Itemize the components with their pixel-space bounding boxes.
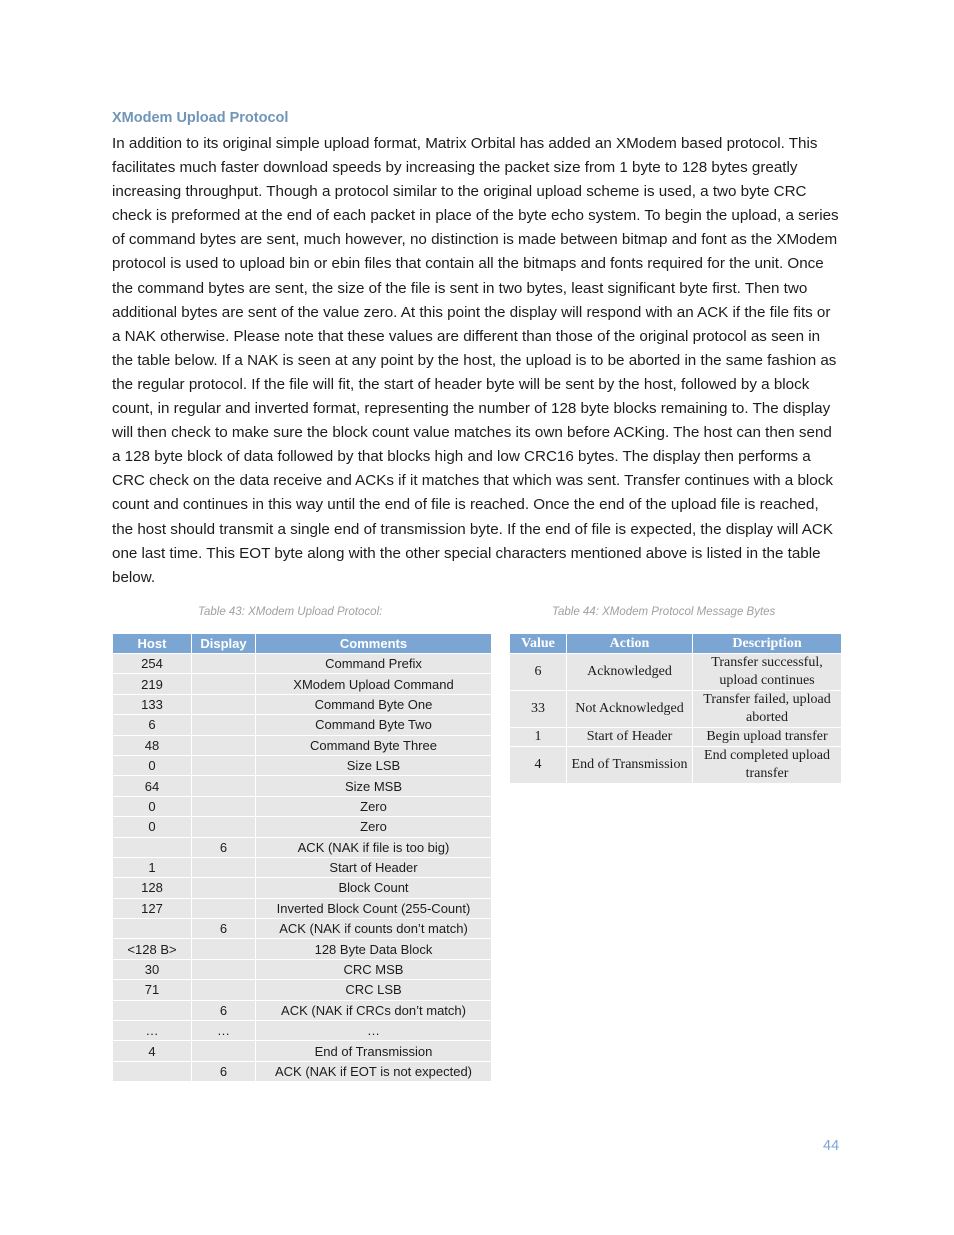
table-row xyxy=(113,1021,492,1041)
table-header-row xyxy=(510,634,842,654)
section-body: In addition to its original simple upload format, Matrix Orbital has added an XModem based protocol. This facilitates much faster download speeds by increasing the packet size from 1 byte to 128 bytes greatly increasing throughput. Though a protocol similar to the original upload scheme is used, a two byte CRC check is preformed at the end of each packet in place of the byte echo system. To begin the upload, a series of command bytes are sent, much however, no distinction is made between bitmap and font as the XModem protocol is used to upload bin or ebin files that contain all the bitmaps and fonts required for the unit. Once the command bytes are sent, the size of the file is sent in two bytes, least significant byte first. Then two additional bytes are sent of the value zero. At this point the display will respond with an ACK if the file fits or a NAK otherwise. Please note that these values are different than those of the original protocol as seen in the table below. If a NAK is seen at any point by the host, the upload is to be aborted in the same fashion as the regular protocol. If the file will fit, the start of header byte will be sent by the host, followed by a block count, in regular and inverted format, representing the number of 128 byte blocks remaining to. The display will then check to make sure the block count value matches its own before ACKing. The host can then send a 128 byte block of data followed by that blocks high and low CRC16 bytes. The display then performs a CRC check on the data receive and ACKs if it matches that which was sent. Transfer continues with a block count and continues in this way until the end of file is reached. Once the end of the upload file is reached, the host should transmit a single end of transmission byte. If the end of file is expected, the display will ACK one last time. This EOT byte along with the other special characters mentioned above is listed in the table below. xyxy=(112,135,839,586)
table-cell: Zero xyxy=(256,796,492,816)
table-row xyxy=(113,939,492,959)
table-cell: 128 xyxy=(113,878,192,898)
table-row xyxy=(113,1000,492,1020)
table-row xyxy=(113,857,492,877)
table-cell: ACK (NAK if CRCs don’t match) xyxy=(256,1000,492,1020)
table-cell: 127 xyxy=(113,898,192,918)
table-row xyxy=(113,776,492,796)
table-cell: Command Byte Two xyxy=(256,715,492,735)
table-cell: Block Count xyxy=(256,878,492,898)
message-table-caption: Table 44: XModem Protocol Message Bytes xyxy=(552,606,776,618)
table-cell: 30 xyxy=(113,959,192,979)
table-cell: 1 xyxy=(113,857,192,877)
table-cell: … xyxy=(113,1021,192,1041)
table-row xyxy=(113,735,492,755)
table-cell: XModem Upload Command xyxy=(256,674,492,694)
table-cell: Command Prefix xyxy=(256,654,492,674)
table-cell: 6 xyxy=(192,919,256,939)
table-cell: 6 xyxy=(113,715,192,735)
table-cell: 33 xyxy=(510,691,567,728)
table-row xyxy=(113,980,492,1000)
table-cell: End of Transmission xyxy=(256,1041,492,1061)
table-cell xyxy=(192,674,256,694)
column-header-value: Value xyxy=(510,634,567,654)
table-cell xyxy=(113,1061,192,1081)
table-cell xyxy=(192,735,256,755)
table-cell: ACK (NAK if counts don’t match) xyxy=(256,919,492,939)
table-cell: CRC LSB xyxy=(256,980,492,1000)
table-cell xyxy=(192,939,256,959)
table-cell: ACK (NAK if file is too big) xyxy=(256,837,492,857)
table-cell xyxy=(192,898,256,918)
table-cell: Transfer successful, upload continues xyxy=(693,654,842,691)
table-cell: End of Transmission xyxy=(567,747,693,784)
table-cell: 6 xyxy=(192,1000,256,1020)
table-cell xyxy=(192,878,256,898)
table-row xyxy=(510,691,842,728)
table-cell: 254 xyxy=(113,654,192,674)
table-cell xyxy=(113,1000,192,1020)
table-row xyxy=(113,959,492,979)
table-cell xyxy=(192,796,256,816)
table-header-row xyxy=(113,634,492,654)
table-cell: 64 xyxy=(113,776,192,796)
table-cell xyxy=(192,654,256,674)
table-cell xyxy=(192,694,256,714)
table-row xyxy=(510,728,842,747)
table-cell: 6 xyxy=(192,1061,256,1081)
table-row xyxy=(113,919,492,939)
table-cell: CRC MSB xyxy=(256,959,492,979)
table-cell: … xyxy=(256,1021,492,1041)
table-row xyxy=(113,694,492,714)
table-cell xyxy=(113,837,192,857)
table-cell: Inverted Block Count (255-Count) xyxy=(256,898,492,918)
table-row xyxy=(113,837,492,857)
column-header-description: Description xyxy=(693,634,842,654)
table-cell xyxy=(192,1041,256,1061)
table-row xyxy=(113,1061,492,1081)
table-cell: Zero xyxy=(256,817,492,837)
column-header-comments: Comments xyxy=(256,634,492,654)
column-header-action: Action xyxy=(567,634,693,654)
table-row xyxy=(113,654,492,674)
table-cell: Size MSB xyxy=(256,776,492,796)
message-table-body xyxy=(510,654,842,784)
table-cell: Not Acknowledged xyxy=(567,691,693,728)
table-cell: 133 xyxy=(113,694,192,714)
table-cell: 1 xyxy=(510,728,567,747)
table-cell: Begin upload transfer xyxy=(693,728,842,747)
table-cell: End completed upload transfer xyxy=(693,747,842,784)
table-row xyxy=(510,747,842,784)
table-cell: Transfer failed, upload aborted xyxy=(693,691,842,728)
table-cell xyxy=(192,959,256,979)
upload-table-caption: Table 43: XModem Upload Protocol: xyxy=(198,606,383,618)
column-header-host: Host xyxy=(113,634,192,654)
table-row xyxy=(510,654,842,691)
table-row xyxy=(113,1041,492,1061)
table-cell: Command Byte Three xyxy=(256,735,492,755)
table-cell: 4 xyxy=(113,1041,192,1061)
table-cell: 48 xyxy=(113,735,192,755)
table-cell: <128 B> xyxy=(113,939,192,959)
table-cell: ACK (NAK if EOT is not expected) xyxy=(256,1061,492,1081)
table-cell: 0 xyxy=(113,796,192,816)
table-cell: Command Byte One xyxy=(256,694,492,714)
table-cell: 128 Byte Data Block xyxy=(256,939,492,959)
section-heading: XModem Upload Protocol xyxy=(112,110,289,126)
table-row xyxy=(113,878,492,898)
table-cell xyxy=(192,755,256,775)
table-cell xyxy=(192,817,256,837)
table-row xyxy=(113,796,492,816)
table-cell: 4 xyxy=(510,747,567,784)
table-cell: Start of Header xyxy=(256,857,492,877)
page-number: 44 xyxy=(823,1138,840,1154)
upload-table-body xyxy=(113,654,492,1082)
table-cell xyxy=(192,980,256,1000)
table-cell: … xyxy=(192,1021,256,1041)
table-cell xyxy=(192,776,256,796)
table-row xyxy=(113,898,492,918)
table-cell: 219 xyxy=(113,674,192,694)
table-cell: 71 xyxy=(113,980,192,1000)
table-row xyxy=(113,674,492,694)
table-cell: Size LSB xyxy=(256,755,492,775)
table-cell xyxy=(113,919,192,939)
table-cell: Start of Header xyxy=(567,728,693,747)
column-header-display: Display xyxy=(192,634,256,654)
message-bytes-table xyxy=(509,633,842,784)
table-cell: 0 xyxy=(113,817,192,837)
table-row xyxy=(113,715,492,735)
table-cell: Acknowledged xyxy=(567,654,693,691)
table-cell: 6 xyxy=(192,837,256,857)
table-row xyxy=(113,817,492,837)
table-cell xyxy=(192,715,256,735)
upload-protocol-table xyxy=(112,633,492,1082)
table-cell: 6 xyxy=(510,654,567,691)
table-row xyxy=(113,755,492,775)
table-cell xyxy=(192,857,256,877)
table-cell: 0 xyxy=(113,755,192,775)
